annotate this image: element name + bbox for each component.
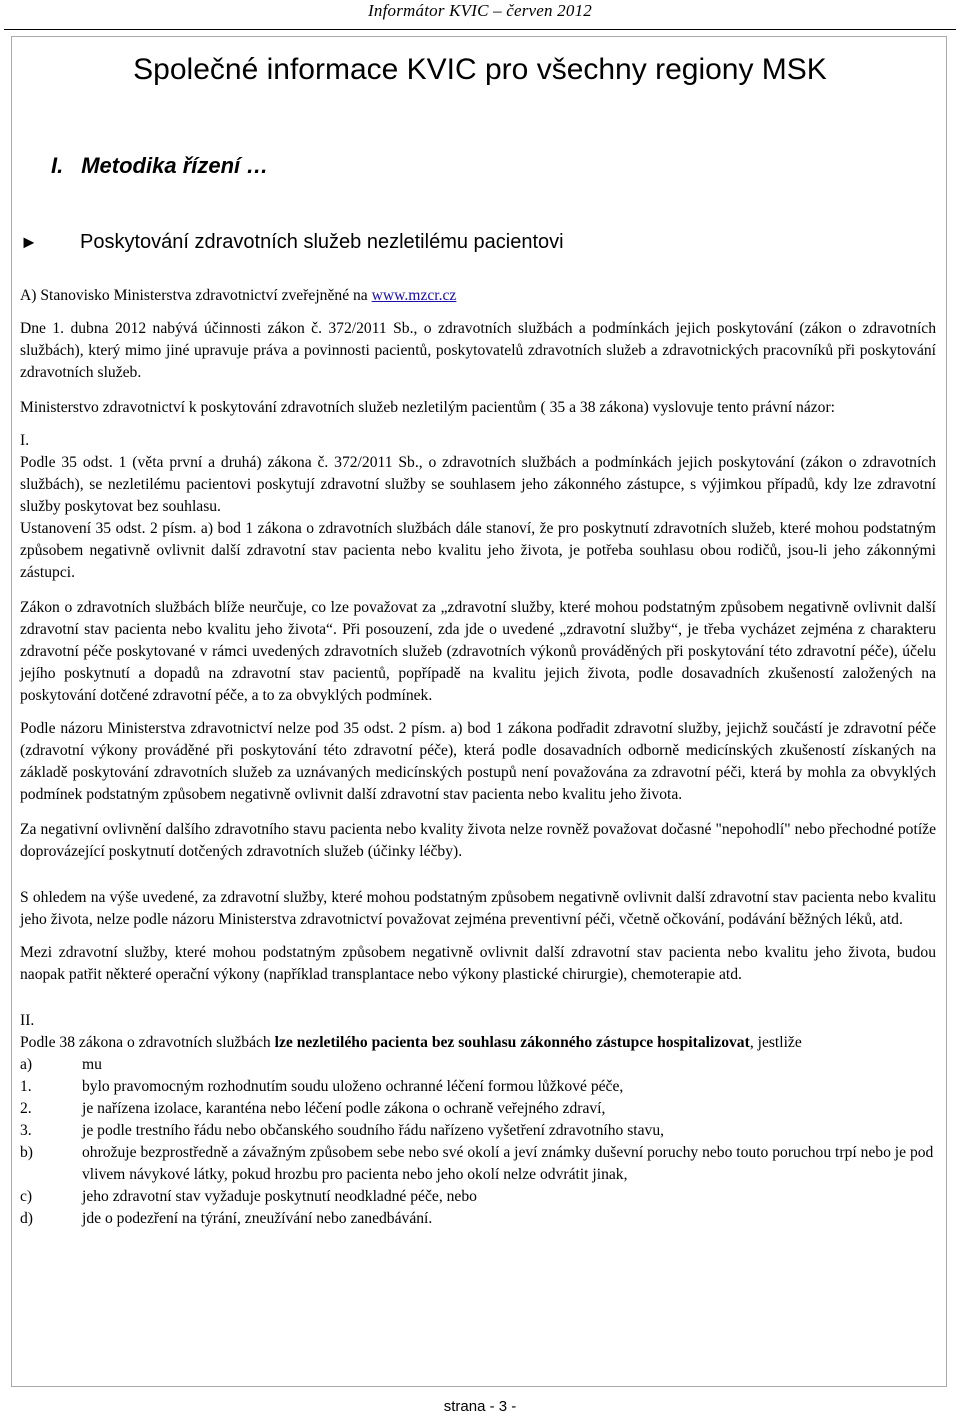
list-text: je podle trestního řádu nebo občanského soudního řádu nařízeno vyšetření zdravotního stavu,: [82, 1122, 665, 1139]
list-item: [20, 1120, 936, 1142]
methodology-number: I.: [51, 153, 64, 178]
paragraph-35-2: Ustanovení 35 odst. 2 písm. a) bod 1 zákona o zdravotních službách dále stanoví, že pro poskytnutí zdravotních služeb, které mohou podstatným způsobem negativně ovlivnit další zdravotní stav pacienta nebo kvalitu jeho života, je potřeba souhlasu obou rodičů, jsou-li jeho zákonnými zástupci.: [20, 520, 936, 581]
page-title: Společné informace KVIC pro všechny regiony MSK: [133, 53, 827, 86]
paragraph-35-1: Podle 35 odst. 1 (věta první a druhá) zákona č. 372/2011 Sb., o zdravotních službách a podmínkách jejich poskytování (zákon o zdravotních službách), se nezletilému pacientovi poskytují zdravotní služby se souhlasem jeho zákonného zástupce, s výjimkou případů, kdy lze zdravotní služby poskytovat bez souhlasu.: [20, 454, 936, 515]
list-marker: d): [20, 1210, 33, 1227]
list-text: jeho zdravotní stav vyžaduje poskytnutí neodkladné péče, nebo: [82, 1188, 477, 1205]
section-subheading: [20, 229, 564, 255]
list-marker: b): [20, 1144, 33, 1161]
list-marker: 3.: [20, 1122, 32, 1139]
list-marker: c): [20, 1188, 33, 1205]
hospitalization-conditions-list: [20, 1054, 936, 1230]
paragraph-operations: Mezi zdravotní služby, které mohou podstatným způsobem negativně ovlivnit další zdravotní stav pacienta nebo kvalitu jeho života, budou naopak patřit některé operační výkony (například transplantace nebo výkony plastické chirurgie), chemoterapie atd.: [20, 944, 936, 983]
section-number-1: I.: [20, 432, 30, 449]
list-text: mu: [82, 1056, 102, 1073]
methodology-heading-text: Metodika řízení …: [81, 153, 269, 178]
paragraph-38-emphasis: lze nezletilého pacienta bez souhlasu zákonného zástupce hospitalizovat: [274, 1034, 750, 1051]
running-header: [0, 0, 960, 28]
paragraph-38: [20, 1032, 936, 1054]
list-text: ohrožuje bezprostředně a závažným způsobem sebe nebo své okolí a jeví známky duševní poruchy nebo touto poruchou trpí nebo je pod vlivem návykové látky, pokud hrozbu pro pacienta nebo jeho okolí nelze odvrátit jinak,: [82, 1144, 934, 1183]
list-marker: a): [20, 1056, 33, 1073]
subheading-text: Poskytování zdravotních služeb nezletilému pacientovi: [80, 231, 564, 253]
list-item: [20, 1186, 936, 1208]
paragraph-ministry-view: Podle názoru Ministerstva zdravotnictví nelze pod 35 odst. 2 písm. a) bod 1 zákona podřadit zdravotní služby, jejichž součástí je zdravotní péče (zdravotní výkony prováděné při poskytování této zdravotní péče), která podle dosavadních odborně medicínských zkušeností získaných na základě poskytování zdravotních služeb za uznávaných medicínských postupů není považována za zdravotní péči, která by mohla za obvyklých podmínek podstatným způsobem negativně ovlivnit další zdravotní stav pacienta nebo kvalitu jeho života.: [20, 720, 936, 803]
list-text: jde o podezření na týrání, zneužívání nebo zanedbávání.: [82, 1210, 433, 1227]
list-item: [20, 1076, 936, 1098]
paragraph-38-lead: Podle 38 zákona o zdravotních službách: [20, 1034, 275, 1051]
paragraph-preventive-care: S ohledem na výše uvedené, za zdravotní služby, které mohou podstatným způsobem negativně ovlivnit další zdravotní stav pacienta nebo kvalitu jeho života, nelze podle názoru Ministerstva zdravotnictví považovat zejména preventivní péči, včetně očkování, podávání běžných léků, atd.: [20, 889, 936, 928]
paragraph-effective-date: Dne 1. dubna 2012 nabývá účinnosti zákon č. 372/2011 Sb., o zdravotních službách a podmínkách jejich poskytování (zákon o zdravotních službách), který mimo jiné upravuje práva a povinnosti pacientů, poskytovatelů zdravotních služeb a zdravotnických pracovníků při poskytování zdravotních služeb.: [20, 320, 936, 381]
running-header-text: Informátor KVIC – červen 2012: [368, 1, 592, 20]
page-number: strana - 3 -: [443, 1398, 517, 1415]
list-item: [20, 1098, 936, 1120]
list-item: [20, 1054, 936, 1076]
stanovisko-text: A) Stanovisko Ministerstva zdravotnictví zveřejněné na: [20, 287, 372, 304]
methodology-heading: [51, 153, 268, 179]
article-body: [20, 285, 936, 1230]
pointer-arrow-icon: ►: [20, 232, 38, 252]
stanovisko-line: [20, 285, 936, 307]
list-item: [20, 1208, 936, 1230]
paragraph-legal-opinion: Ministerstvo zdravotnictví k poskytování zdravotních služeb nezletilým pacientům ( 35 a 38 zákona) vyslovuje tento právní názor:: [20, 399, 835, 416]
list-text: bylo pravomocným rozhodnutím soudu uloženo ochranné léčení formou lůžkové péče,: [82, 1078, 624, 1095]
list-text: je nařízena izolace, karanténa nebo léčení podle zákona o ochraně veřejného zdraví,: [82, 1100, 606, 1117]
list-marker: 1.: [20, 1078, 32, 1095]
section-number-2: II.: [20, 1012, 35, 1029]
list-marker: 2.: [20, 1100, 32, 1117]
header-rule: [4, 29, 956, 30]
paragraph-definition: Zákon o zdravotních službách blíže neurčuje, co lze považovat za „zdravotní služby, které mohou podstatným způsobem negativně ovlivnit další zdravotní stav pacienta nebo kvalitu jeho života“. Při posouzení, zda jde o uvedené „zdravotní služby“, je třeba vycházet zejména z charakteru zdravotní péče poskytované v rámci uvedených zdravotních služeb (zdravotních výkonů prováděných při poskytování této zdravotní péče), účelu jejího poskytnutí a dopadů na zdravotní stav pacientů, popřípadě na kvalitu jejich života, podle dosavadních zkušeností založených na poskytování dotčené zdravotní péče, a to za obvyklých podmínek.: [20, 599, 936, 704]
paragraph-38-tail: , jestliže: [749, 1034, 802, 1051]
mzcr-link[interactable]: www.mzcr.cz: [371, 287, 457, 304]
list-item: [20, 1142, 936, 1186]
paragraph-negative-influence: Za negativní ovlivnění dalšího zdravotního stavu pacienta nebo kvality života nelze rovněž považovat dočasné "nepohodlí" nebo přechodné potíže doprovázející poskytnutí dotčených zdravotních služeb (účinky léčby).: [20, 821, 936, 860]
